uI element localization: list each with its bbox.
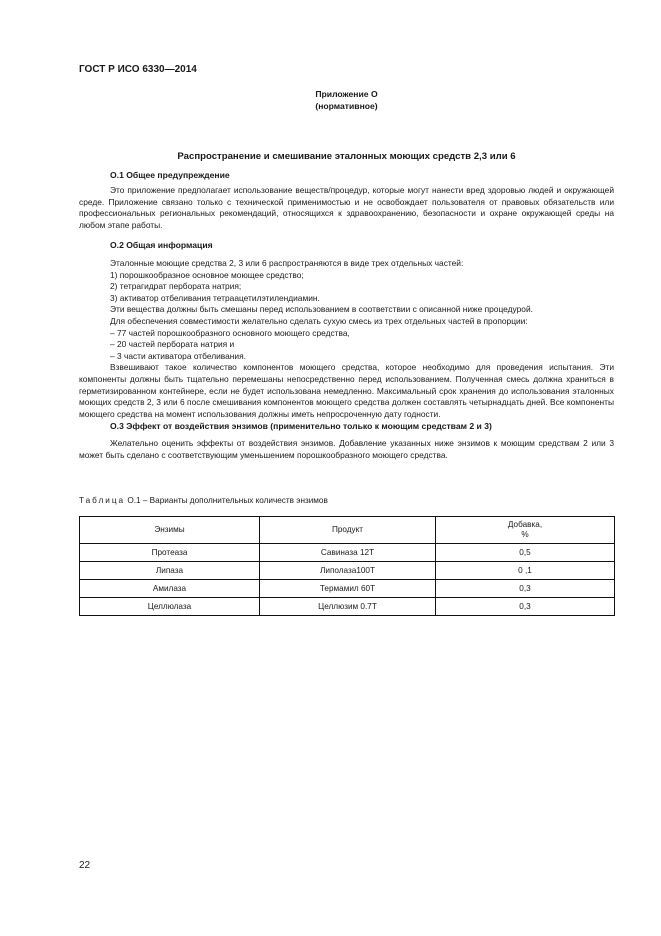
- table-row: [80, 562, 615, 580]
- cell-product: Савиназа 12Т: [260, 544, 436, 562]
- cell-enzyme: Амилаза: [80, 580, 260, 598]
- header-additive-label: Добавка,: [507, 520, 543, 529]
- paragraph: Для обеспечения совместимости желательно сделать сухую смесь из трех отдельных частей в пропорции:: [110, 315, 528, 326]
- section-heading-o2: О.2 Общая информация: [110, 240, 213, 250]
- annex-title: Распространение и смешивание эталонных моющих средств 2,3 или 6: [177, 151, 516, 162]
- paragraph: Желательно оценить эффекты от воздействия энзимов. Добавление указанных ниже энзимов к моющим средствам 2 или 3 может быть сделано с соответствующим уменьшением порошкообразного моющего средства.: [79, 438, 614, 460]
- cell-additive: 0,5: [436, 544, 615, 562]
- annex-label: Приложение О: [315, 89, 378, 99]
- document-code: ГОСТ Р ИСО 6330—2014: [79, 64, 197, 75]
- cell-additive: 0,3: [436, 580, 615, 598]
- table-caption-text: О.1 – Варианты дополнительных количеств энзимов: [125, 496, 328, 505]
- table-row: [80, 544, 615, 562]
- section-o2-body: [79, 258, 614, 420]
- table-row: [80, 580, 615, 598]
- list-item: – 77 частей порошкообразного основного моющего средства,: [110, 327, 350, 338]
- paragraph: Это приложение предполагает использование веществ/процедур, которые могут нанести вред здоровью людей и окружающей среде. Приложение связано только с технической применимостью и не освобождает пользователя от правовых обязательств или профессиональных региональных рекомендаций, относящихся к здравоохранению, безопасности и охране окружающей среды на любом этапе работы.: [79, 185, 614, 230]
- cell-enzyme: Протеаза: [80, 544, 260, 562]
- list-item: 2) тетрагидрат пербората натрия;: [110, 281, 242, 292]
- cell-product: Термамил 60Т: [260, 580, 436, 598]
- cell-product: Липолаза100Т: [260, 562, 436, 580]
- section-o1-body: [79, 185, 614, 231]
- table-header-row: [80, 517, 615, 544]
- page-number: 22: [79, 860, 91, 871]
- list-item: 1) порошкообразное основное моющее средство;: [110, 269, 304, 280]
- column-header-product: Продукт: [260, 517, 436, 544]
- cell-enzyme: Целлюлаза: [80, 598, 260, 616]
- annex-status: (нормативное): [315, 100, 378, 111]
- paragraph: Взвешивают такое количество компонентов моющего средства, которое необходимо для проведения испытания. Эти компоненты должны быть тщательно перемешаны непосредственно перед использованием. Полученная смесь должна храниться в герметизированном контейнере, если не будет использована немедленно. Максимальный срок хранения до использования эталонных моющих средств 2, 3 или 6 после смешивания компонентов моющего средства должен составлять четырнадцать дней. Все компоненты моющего средства на момент использования должны иметь непросроченную дату годности.: [79, 362, 614, 419]
- list-item: – 20 частей пербората натрия и: [110, 339, 235, 350]
- list-item: – 3 части активатора отбеливания.: [110, 350, 246, 361]
- cell-product: Целлюзим 0.7Т: [260, 598, 436, 616]
- section-heading-o3: О.3 Эффект от воздействия энзимов (применительно только к моющим средствам 2 и 3): [110, 421, 492, 431]
- column-header-additive: [436, 517, 615, 544]
- header-additive-unit: %: [521, 530, 529, 539]
- paragraph: Эталонные моющие средства 2, 3 или 6 распространяются в виде трех отдельных частей:: [110, 258, 464, 268]
- section-heading-o1: О.1 Общее предупреждение: [110, 170, 230, 180]
- column-header-enzymes: Энзимы: [80, 517, 260, 544]
- table-caption: [79, 496, 328, 505]
- cell-additive: 0 ,1: [436, 562, 615, 580]
- annex-heading: [79, 89, 614, 112]
- table-row: [80, 598, 615, 616]
- cell-enzyme: Липаза: [80, 562, 260, 580]
- section-o3-body: [79, 438, 614, 461]
- cell-additive: 0,3: [436, 598, 615, 616]
- paragraph: Эти вещества должны быть смешаны перед использованием в соответствии с описанной ниже процедурой.: [110, 304, 533, 315]
- list-item: 3) активатор отбеливания тетраацетилэтилендиамин.: [110, 292, 320, 303]
- table-caption-word: Таблица: [79, 496, 126, 505]
- enzyme-table: [79, 516, 615, 616]
